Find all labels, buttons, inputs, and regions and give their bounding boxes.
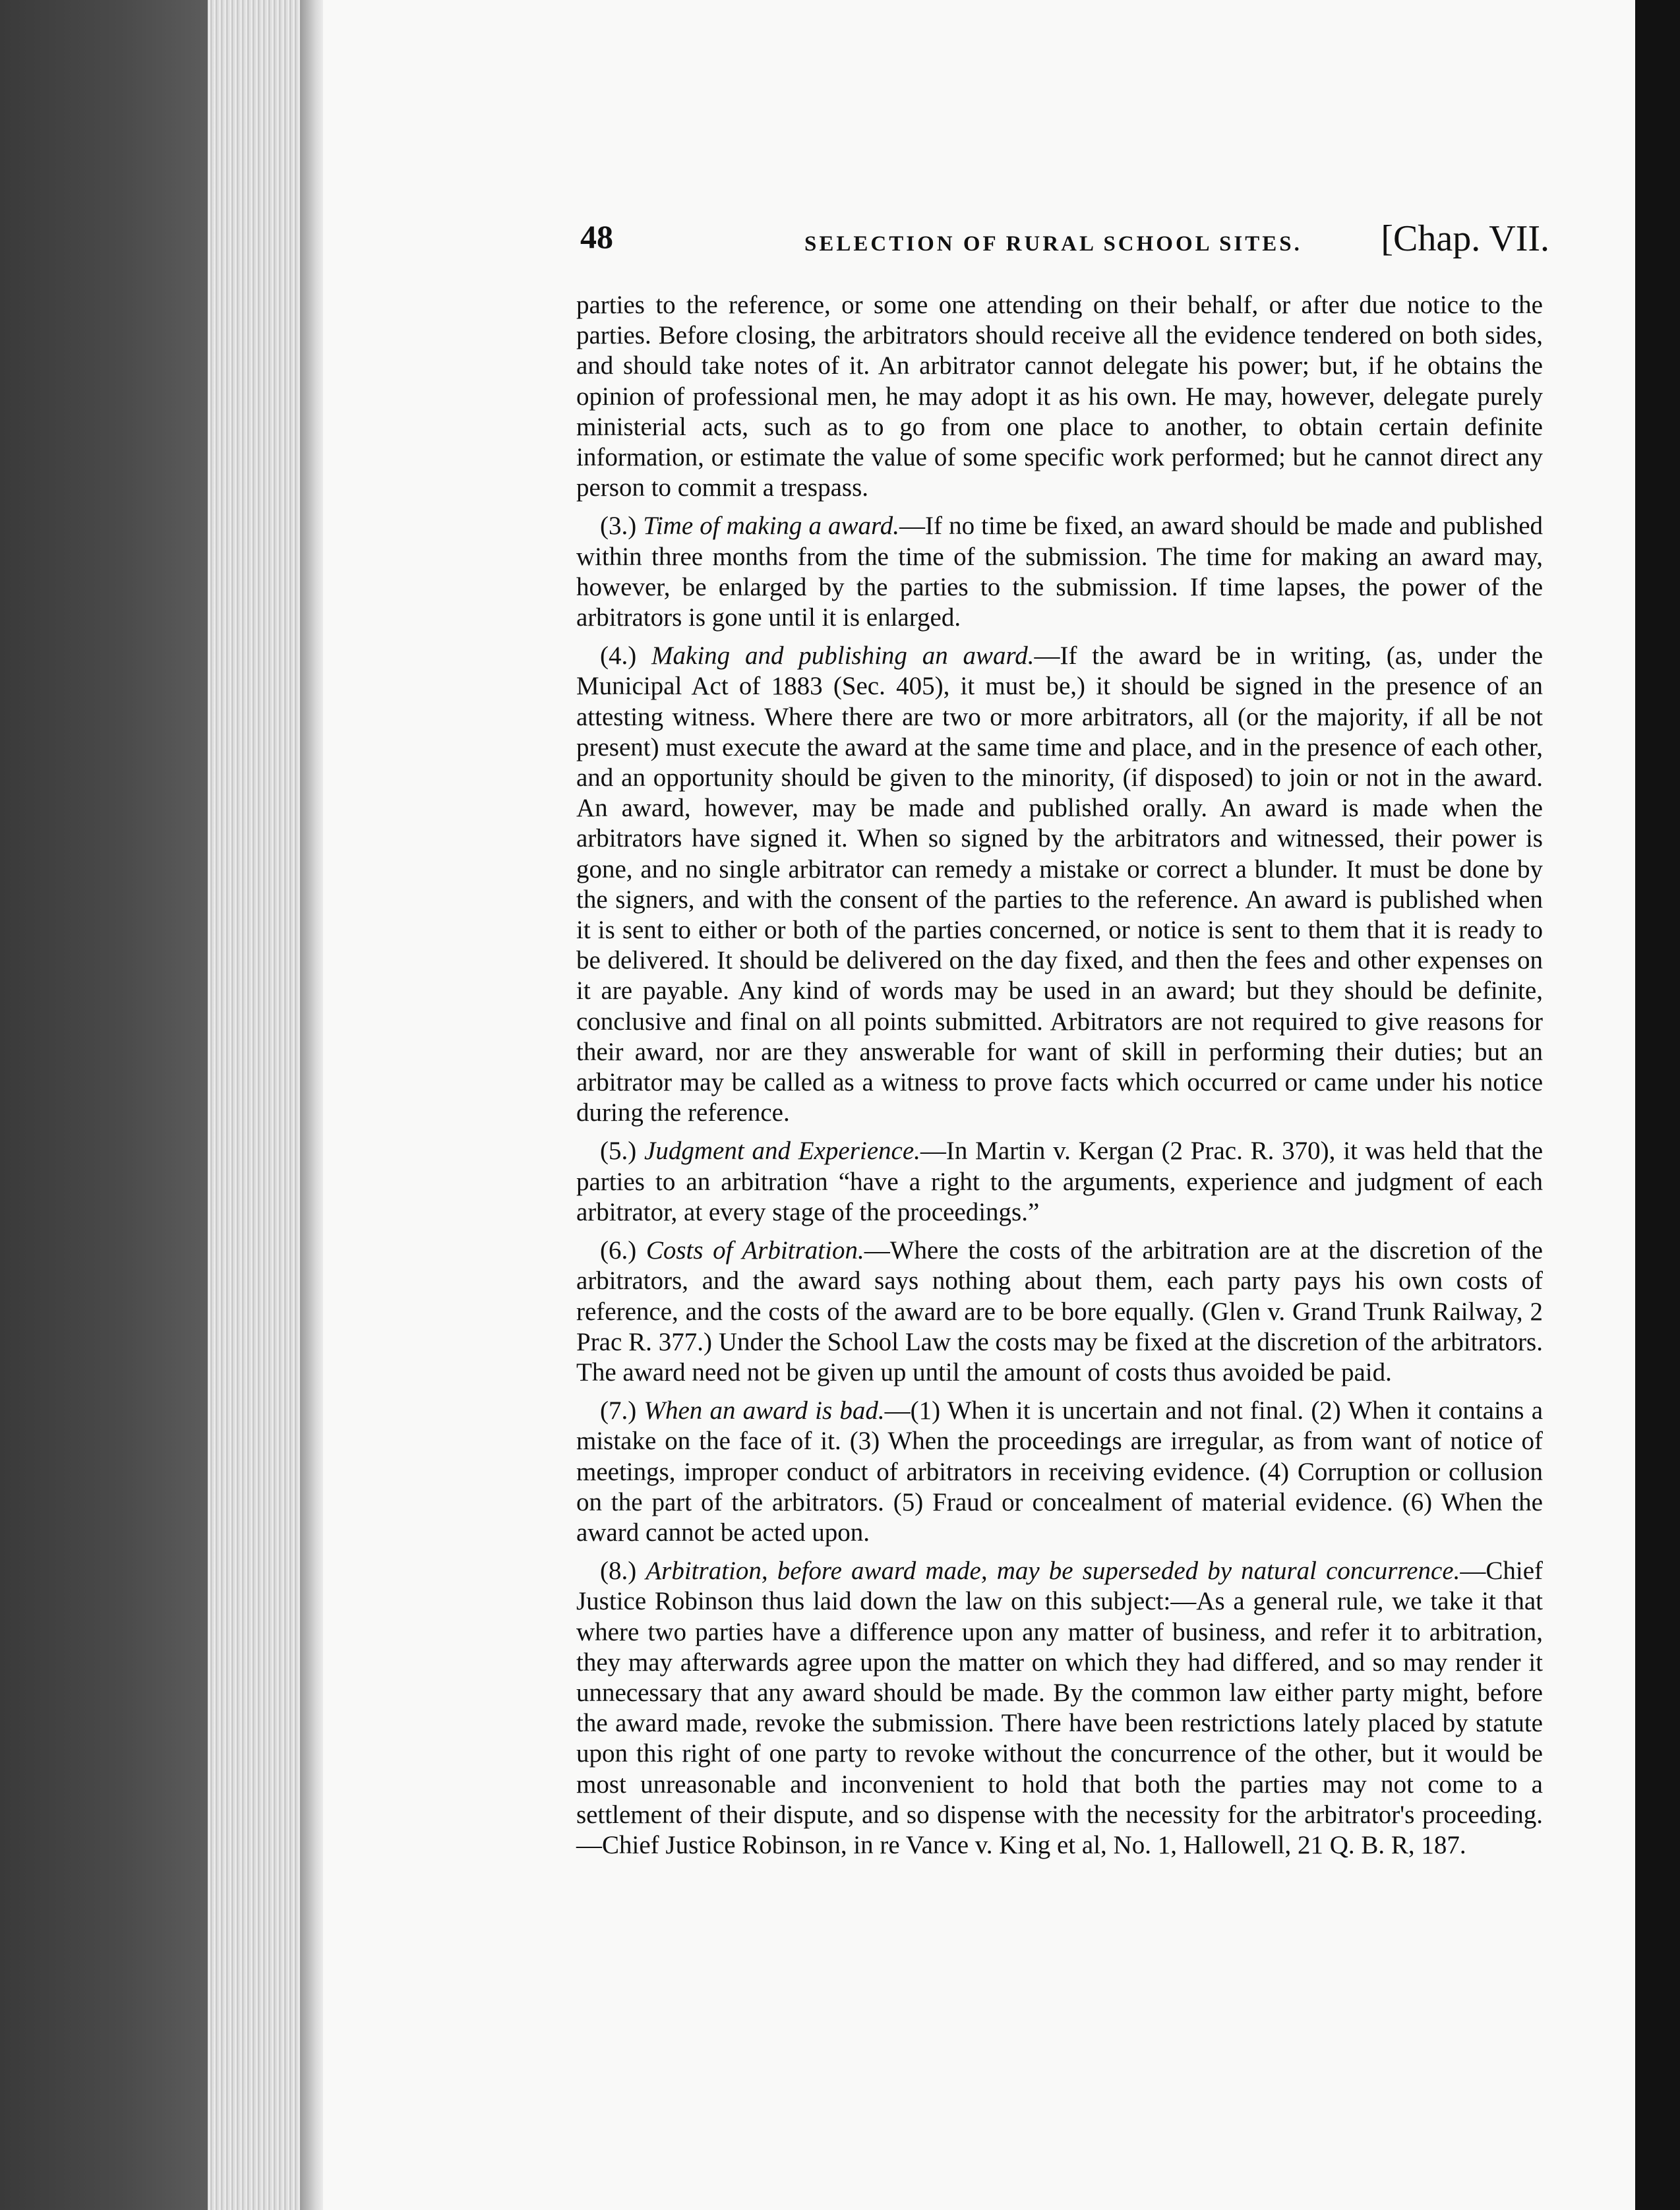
paragraph-continuation	[576, 290, 1543, 503]
body-text	[576, 290, 1543, 1868]
paragraph-text: —Chief Justice Robinson thus laid down the law on this subject:—As a general rule, we take it that where two parties have a difference upon any matter of business, and refer it to arbitration, they may afterwards agree upon the matter on which they had differed, and so may render it unnecessary that any award should be made. By the common law either party might, before the award made, revoke the submission. There have been restrictions lately placed by statute upon this right of one party to revoke without the concurrence of the other, but it would be most unreasonable and inconvenient to hold that both the parties may not come to a settlement of their dispute, and so dispense with the necessity for the arbitrator's proceeding.—Chief Justice Robinson, in re Vance v. King et al, No. 1, Hallowell, 21 Q. B. R, 187.	[576, 1557, 1543, 1859]
scan-background-left	[0, 0, 218, 2210]
paragraph-heading: Arbitration, before award made, may be superseded by natural concurrence.	[645, 1557, 1460, 1586]
paragraph-heading: Making and publishing an award.	[651, 642, 1035, 671]
running-title: SELECTION OF RURAL SCHOOL SITES.	[804, 232, 1302, 256]
paragraph-text: —Where the costs of the arbitration are at the discretion of the arbitrators, and the award says nothing about them, each party pays his own costs of reference, and the costs of the award are to be bore equally. (Glen v. Grand Trunk Railway, 2 Prac R. 377.) Under the School Law the costs may be fixed at the discretion of the arbitrators. The award need not be given up until the amount of costs thus avoided be paid.	[576, 1236, 1543, 1387]
scan-background-right	[1635, 0, 1680, 2210]
chapter-label: [Chap. VII.	[1381, 218, 1549, 259]
paragraph-judgment-and-experience	[576, 1136, 1543, 1228]
paragraph-text: —If the award be in writing, (as, under the Municipal Act of 1883 (Sec. 405), it must be,) it should be signed in the presence of an attesting witness. Where there are two or more arbitrators, all (or the majority, if all be not present) must execute the award at the same time and place, and in the presence of each other, and an opportunity should be given to the minority, (if disposed) to join or not in the award. An award, however, may be made and published orally. An award is made when the arbitrators have signed it. When so signed by the arbitrators and witnessed, their power is gone, and no single arbitrator can remedy a mistake or correct a blunder. It must be done by the signers, and with the consent of the parties to the reference. An award is published when it is sent to either or both of the parties concerned, or notice is sent to them that it is ready to be delivered. It should be delivered on the day fixed, and then the fees and other expenses on it are payable. Any kind of words may be used in an award; but they should be definite, conclusive and final on all points submitted. Arbitrators are not required to give reasons for their award, nor are they answerable for want of skill in performing their duties; but an arbitrator may be called as a witness to prove facts which occurred or came under his notice during the reference.	[576, 642, 1544, 1127]
paragraph-heading: When an award is bad.	[644, 1396, 885, 1425]
paragraph-heading: Time of making a award.	[643, 512, 900, 541]
paragraph-text: —If no time be fixed, an award should be made and published within three months from the time of the submission. The time for making an award may, however, be enlarged by the parties to the submission. If time lapses, the power of the arbitrators is gone until it is enlarged.	[576, 512, 1543, 632]
paragraph-text: —(1) When it is uncertain and not final. (2) When it contains a mistake on the face of it. (3) When the proceedings are irregular, as from want of notice of meetings, improper conduct of arbitrators in receiving evidence. (4) Corruption or collusion on the part of the arbitrators. (5) Fraud or concealment of material evidence. (6) When the award cannot be acted upon.	[576, 1396, 1544, 1547]
paragraph-number: (6.)	[600, 1236, 637, 1265]
paragraph-superseded-by-concurrence	[576, 1556, 1543, 1861]
book-page-edges	[208, 0, 307, 2210]
paragraph-number: (8.)	[600, 1557, 637, 1586]
paragraph-time-of-making-award	[576, 511, 1543, 633]
paragraph-when-award-is-bad	[576, 1396, 1543, 1548]
paragraph-making-and-publishing	[576, 641, 1543, 1128]
paragraph-number: (5.)	[600, 1137, 637, 1166]
paragraph-text: —In Martin v. Kergan (2 Prac. R. 370), it was held that the parties to an arbitration “have a right to the arguments, experience and judgment of each arbitrator, at every stage of the proceedings.”	[576, 1137, 1543, 1226]
page-number: 48	[580, 218, 613, 255]
paragraph-number: (3.)	[600, 512, 637, 541]
paragraph-costs-of-arbitration	[576, 1236, 1543, 1388]
paragraph-number: (7.)	[600, 1396, 637, 1425]
paragraph-text: parties to the reference, or some one attending on their behalf, or after due notice to the parties. Before closing, the arbitrators should receive all the evidence tendered on both sides, and should take notes of it. An arbitrator cannot delegate his power; but, if he obtains the opinion of professional men, he may adopt it as his own. He may, however, delegate purely ministerial acts, such as to go from one place to another, to obtain certain definite information, or estimate the value of some specific work performed; but he cannot direct any person to commit a trespass.	[576, 291, 1543, 502]
paragraph-number: (4.)	[600, 642, 637, 671]
gutter-shadow	[300, 0, 326, 2210]
paragraph-heading: Costs of Arbitration.	[645, 1236, 864, 1265]
running-head	[580, 218, 1549, 270]
paragraph-heading: Judgment and Experience.	[644, 1137, 920, 1166]
